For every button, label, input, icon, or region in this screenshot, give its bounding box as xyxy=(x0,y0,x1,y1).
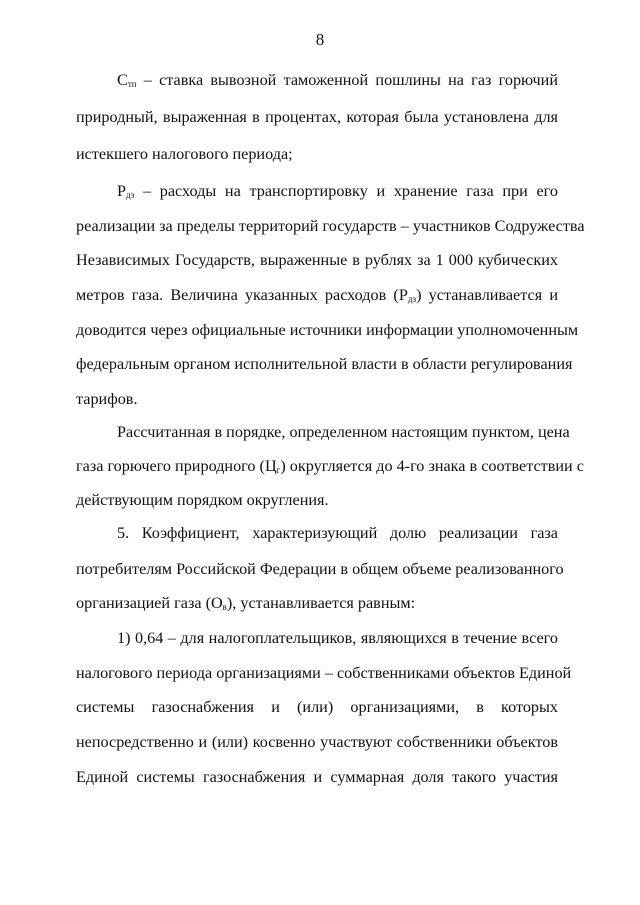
page-number: 8 xyxy=(315,30,325,49)
text-line: налогового периода организациями – собственниками объектов Единой xyxy=(76,664,572,682)
text-line: потребителям Российской Федерации в общем объеме реализованного xyxy=(76,560,564,578)
text-line: реализации за пределы территорий государств – участников Содружества xyxy=(76,217,585,235)
text-line: $С_{тп}$ – ставка вывозной таможенной пошлины на газ горючий xyxy=(117,71,558,89)
text-line: истекшего налогового периода; xyxy=(76,145,293,163)
text-line: федеральным органом исполнительной власти в области регулирования xyxy=(76,355,573,373)
text-line: 1) 0,64 – для налогоплательщиков, являющихся в течение всего xyxy=(117,629,558,647)
text-line: 5. Коэффициент, характеризующий долю реализации газа xyxy=(117,524,558,542)
text-line: Независимых Государств, выраженные в рублях за 1 000 кубических xyxy=(76,251,558,269)
text-line: тарифов. xyxy=(76,390,138,408)
text-line: доводится через официальные источники информации уполномоченным xyxy=(76,321,579,339)
text-line: организацией газа $(О_в)$, устанавливается равным: xyxy=(76,594,416,612)
text-line: $Р_{дз}$ – расходы на транспортировку и хранение газа при его xyxy=(117,182,558,200)
text-line: системы газоснабжения и (или) организациями, в которых xyxy=(76,698,558,716)
text-line: действующим порядком округления. xyxy=(76,491,329,509)
text-line: Рассчитанная в порядке, определенном настоящим пунктом, цена xyxy=(117,423,570,441)
text-line: метров газа. Величина указанных расходов $(Р_{дз})$ устанавливается и xyxy=(76,286,558,304)
text-line: природный, выраженная в процентах, которая была установлена для xyxy=(76,108,558,126)
text-line: Единой системы газоснабжения и суммарная доля такого участия xyxy=(76,768,558,786)
text-line: газа горючего природного $(Ц_г)$ округляется до 4-го знака в соответствии с xyxy=(76,457,584,475)
text-line: непосредственно и (или) косвенно участвуют собственники объектов xyxy=(76,733,558,751)
